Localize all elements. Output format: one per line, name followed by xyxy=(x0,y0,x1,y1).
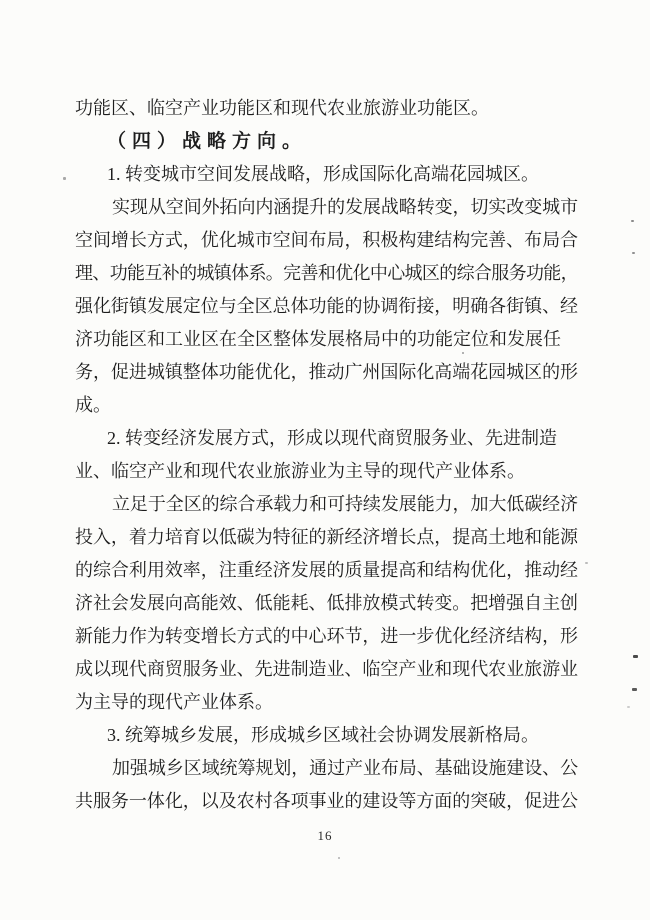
text-line: 务，促进城镇整体功能优化，推动广州国际化高端花园城区的形 xyxy=(75,362,578,382)
page-number: 16 xyxy=(317,828,333,843)
text-line: 成。 xyxy=(75,395,111,415)
scan-speck xyxy=(627,706,630,708)
text-line: 济功能区和工业区在全区整体发展格局中的功能定位和发展任 xyxy=(75,329,561,349)
text-line: 立足于全区的综合承载力和可持续发展能力，加大低碳经济 xyxy=(112,494,578,514)
scan-speck xyxy=(63,177,66,180)
document-text-block xyxy=(75,92,578,818)
text-line: 业、临空产业和现代农业旅游业为主导的现代产业体系。 xyxy=(75,461,525,481)
text-line: 强化街镇发展定位与全区总体功能的协调衔接，明确各街镇、经 xyxy=(75,296,578,316)
scan-speck xyxy=(462,352,464,354)
text-line: 的综合利用效率，注重经济发展的质量提高和结构优化，推动经 xyxy=(75,560,578,580)
text-line: 成以现代商贸服务业、先进制造业、临空产业和现代农业旅游业 xyxy=(75,659,578,679)
text-line: 实现从空间外拓向内涵提升的发展战略转变，切实改变城市 xyxy=(112,197,578,217)
scan-speck xyxy=(585,562,588,564)
text-line: 共服务一体化，以及农村各项事业的建设等方面的突破，促进公 xyxy=(75,791,578,811)
text-line: 3. 统筹城乡发展，形成城乡区域社会协调发展新格局。 xyxy=(107,725,539,745)
scan-speck xyxy=(632,688,637,691)
scan-speck xyxy=(631,220,634,222)
text-line: 投入，着力培育以低碳为特征的新经济增长点，提高土地和能源 xyxy=(75,527,578,547)
scan-speck xyxy=(632,252,635,254)
text-line: 为主导的现代产业体系。 xyxy=(75,692,273,712)
text-line: （四）战略方向。 xyxy=(107,131,308,152)
text-line: 2. 转变经济发展方式，形成以现代商贸服务业、先进制造 xyxy=(107,428,557,448)
text-line: 加强城乡区域统筹规划，通过产业布局、基础设施建设、公 xyxy=(112,758,578,778)
text-line: 1. 转变城市空间发展战略，形成国际化高端花园城区。 xyxy=(107,164,539,184)
text-line: 新能力作为转变增长方式的中心环节，进一步优化经济结构，形 xyxy=(75,626,578,646)
text-line: 功能区、临空产业功能区和现代农业旅游业功能区。 xyxy=(75,98,489,118)
text-line: 理、功能互补的城镇体系。完善和优化中心城区的综合服务功能， xyxy=(75,263,578,283)
text-line: 济社会发展向高能效、低能耗、低排放模式转变。把增强自主创 xyxy=(75,593,578,613)
text-line: 空间增长方式，优化城市空间布局，积极构建结构完善、布局合 xyxy=(75,230,578,250)
scan-speck xyxy=(338,857,340,859)
scan-speck xyxy=(633,655,638,658)
